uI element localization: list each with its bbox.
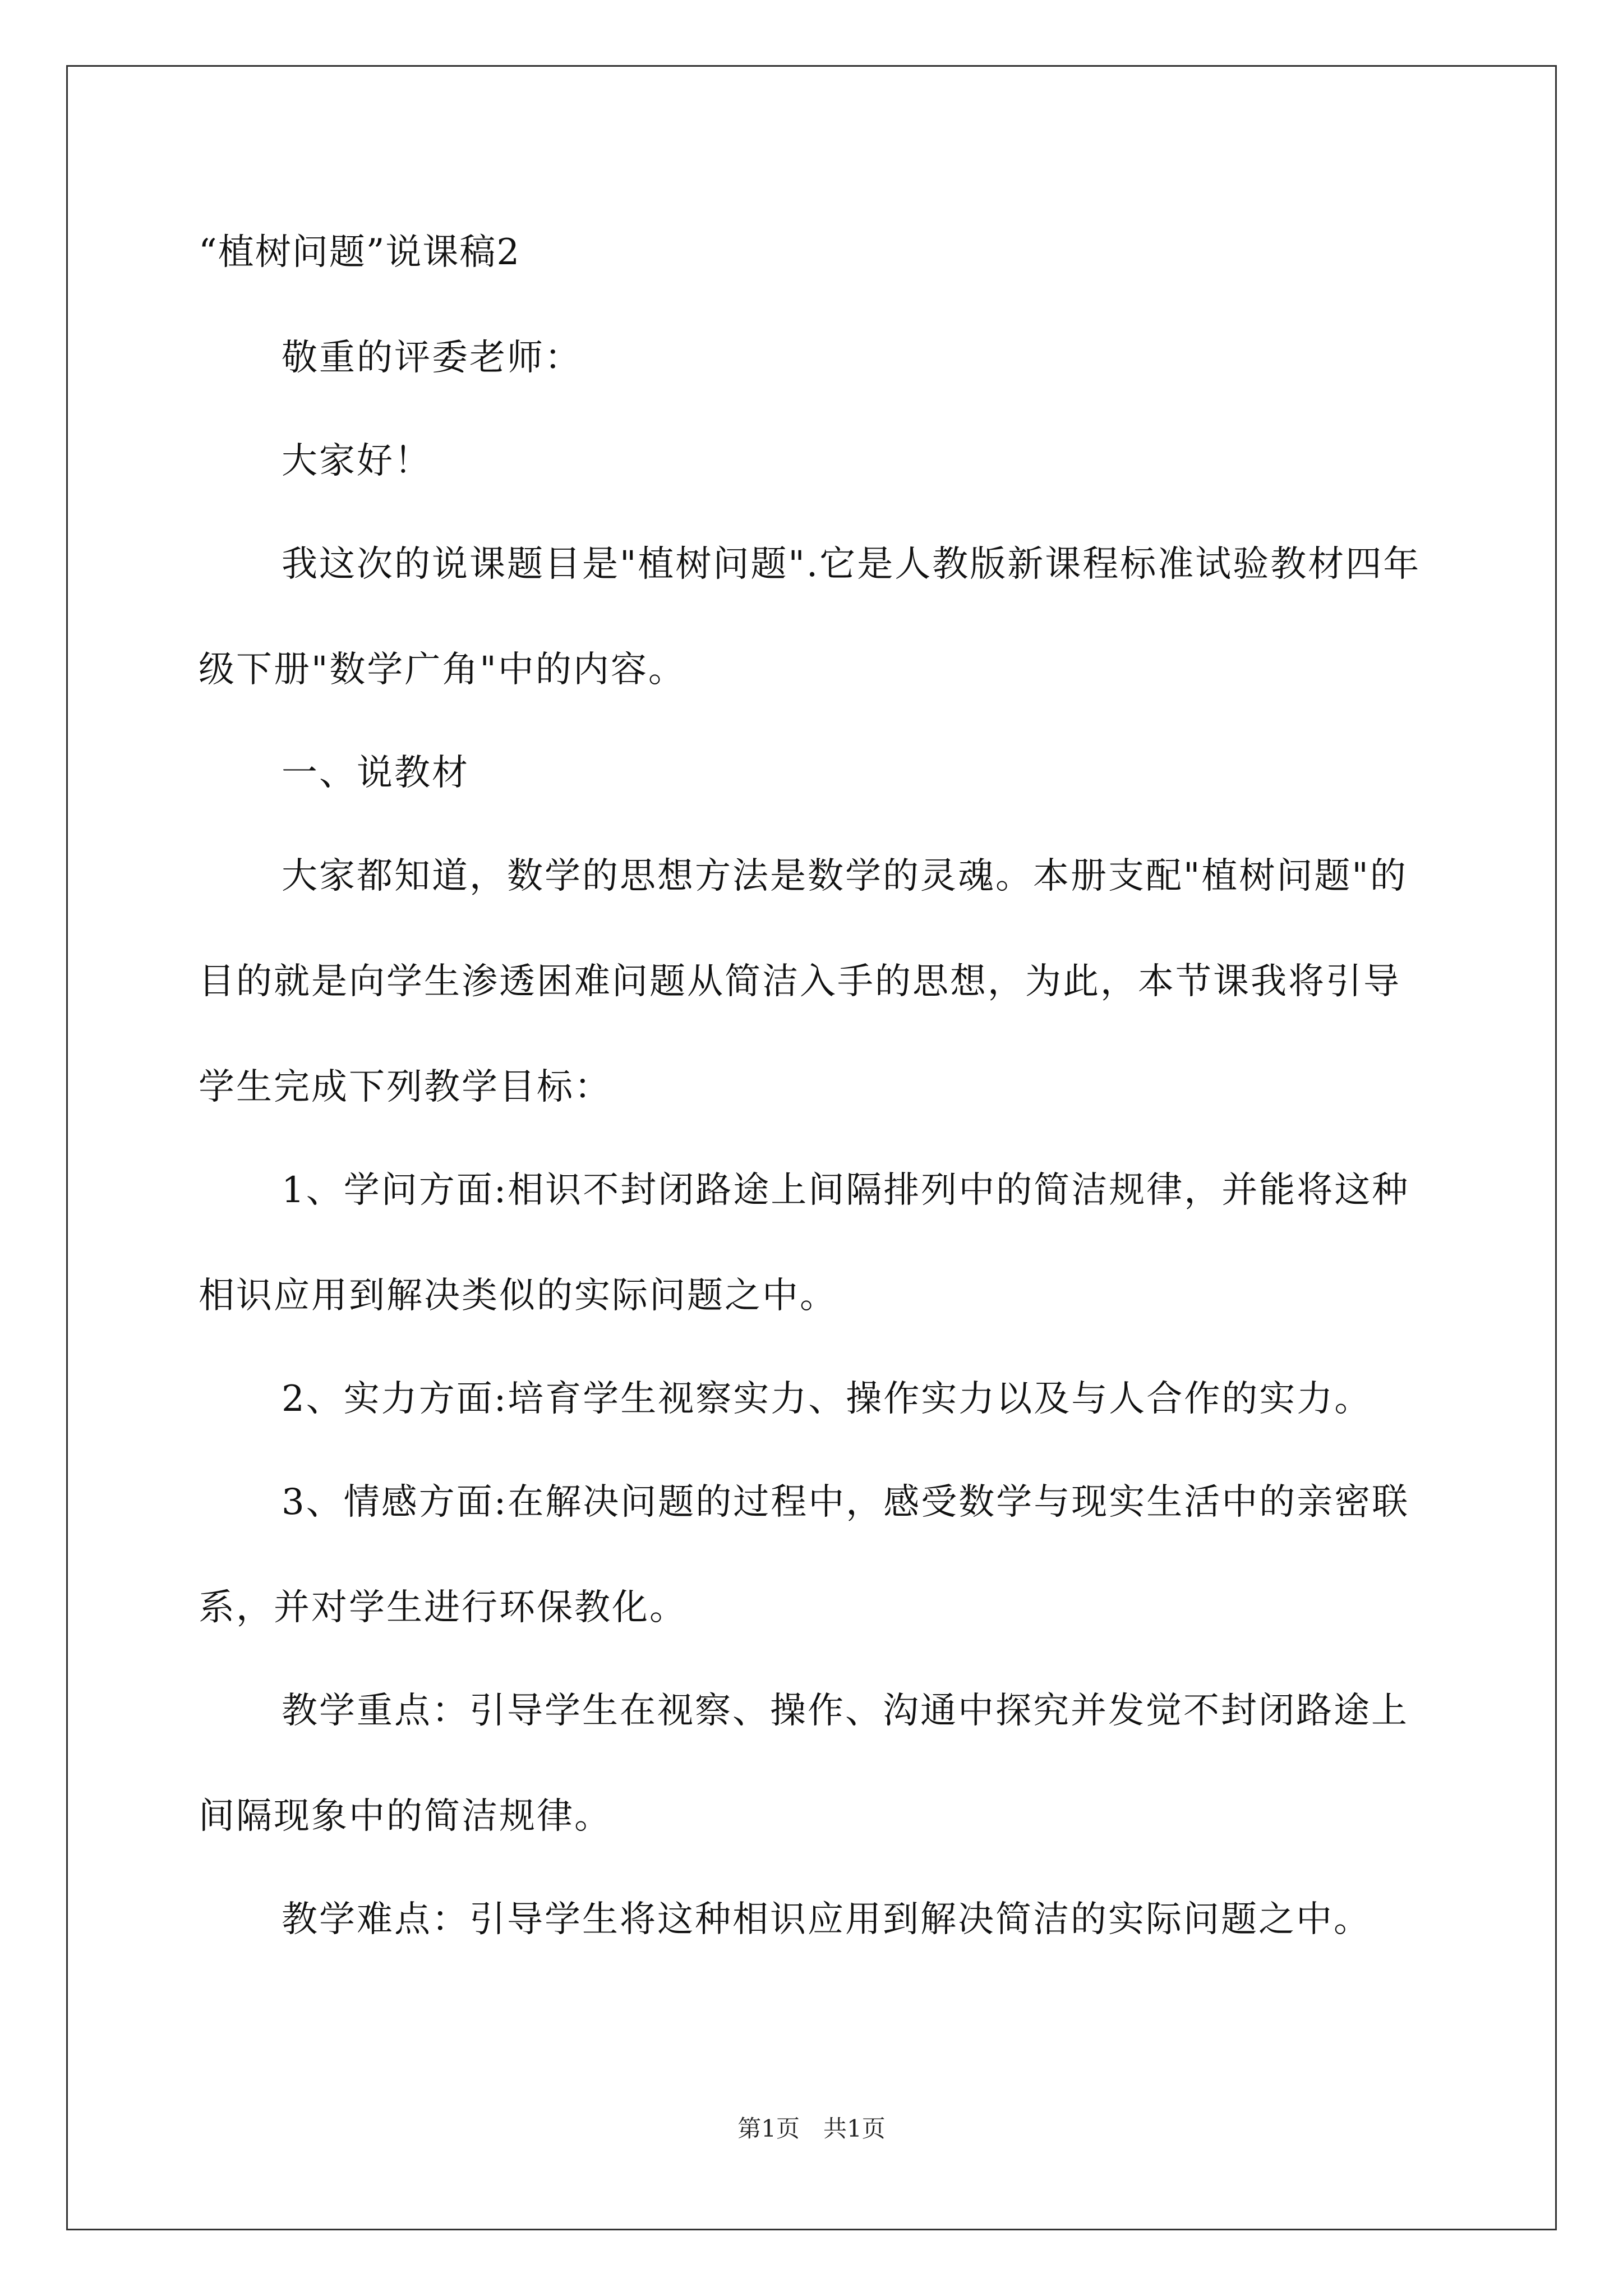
paragraph-greeting-judges: 敬重的评委老师： [282, 337, 582, 379]
paragraph-topic: 我这次的说课题目是"植树问题".它是人教版新课程标准试验教材四年级下册"数学广角"中的内容。 [199, 544, 1421, 691]
paragraph-knowledge-goal: 1、学问方面:相识不封闭路途上间隔排列中的简洁规律，并能将这种相识应用到解决类似的实际问题之中。 [199, 1170, 1410, 1317]
paragraph-teaching-difficulty: 教学难点：引导学生将这种相识应用到解决简洁的实际问题之中。 [282, 1899, 1371, 1940]
document-body [199, 224, 1432, 1995]
document-title: “植树问题”说课稿2 [199, 232, 521, 273]
paragraph-greeting-all: 大家好！ [282, 440, 432, 482]
page-number: 第1页 共1页 [737, 2115, 886, 2142]
paragraph-ability-goal: 2、实力方面:培育学生视察实力、操作实力以及与人合作的实力。 [282, 1378, 1372, 1420]
section-heading-textbook: 一、说教材 [282, 752, 469, 794]
paragraph-emotion-goal: 3、情感方面:在解决问题的过程中，感受数学与现实生活中的亲密联系，并对学生进行环保教化。 [199, 1481, 1410, 1628]
paragraph-teaching-focus: 教学重点：引导学生在视察、操作、沟通中探究并发觉不封闭路途上间隔现象中的简洁规律。 [199, 1690, 1409, 1837]
paragraph-thinking-method: 大家都知道，数学的思想方法是数学的灵魂。本册支配"植树问题"的目的就是向学生渗透困难问题从简洁入手的思想，为此，本节课我将引导学生完成下列教学目标： [199, 855, 1408, 1108]
